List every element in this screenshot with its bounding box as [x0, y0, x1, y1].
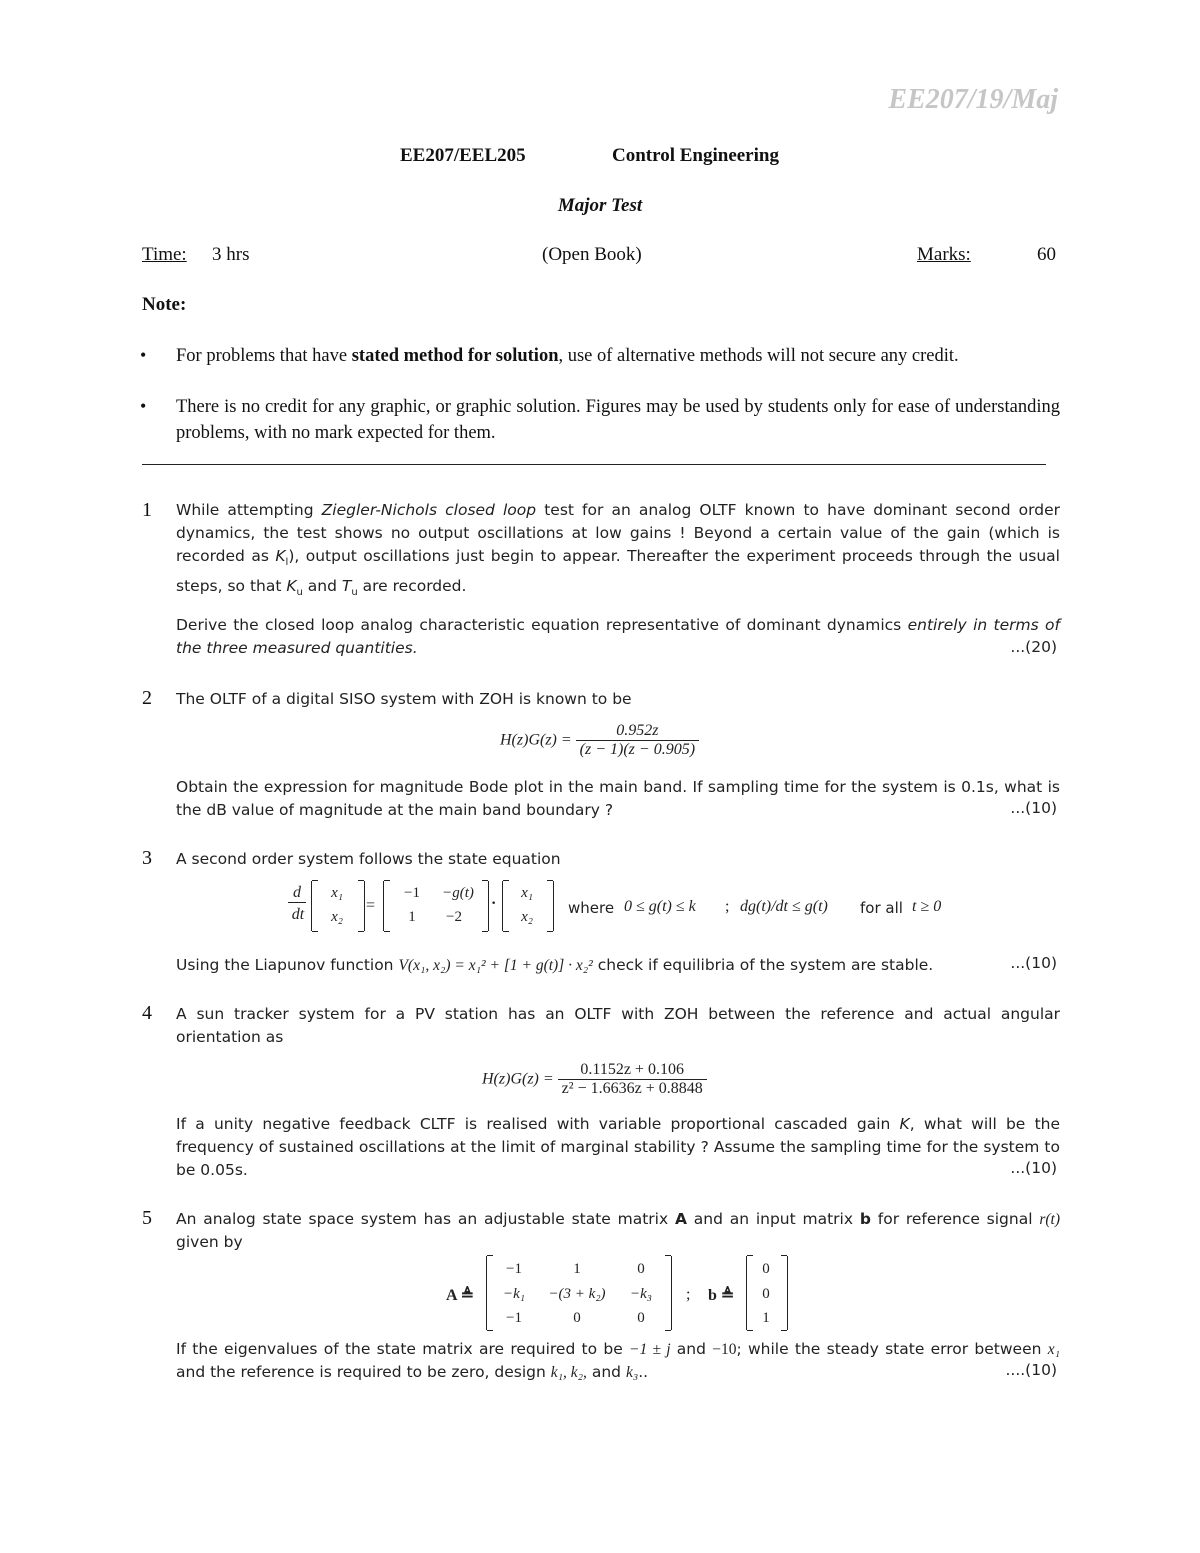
matrix-cell: −2	[446, 909, 462, 925]
question-3-number: 3	[142, 847, 152, 869]
matrix-cell: x₁	[521, 885, 533, 901]
question-2-formula: H(z)G(z) = $\frac{0.952z}{(z - 1)(z - 0.905)}$	[500, 722, 699, 759]
matrix-cell: 0	[762, 1261, 770, 1277]
for-all-label: for all	[860, 899, 903, 917]
matrix-cell: 0	[762, 1286, 770, 1302]
matrix-cell: 1	[408, 909, 416, 925]
matrix-cell: −k₁	[503, 1286, 525, 1302]
matrix-cell: x₂	[331, 909, 343, 925]
document-code-watermark: EE207/19/Maj	[888, 84, 1058, 115]
question-2-text: Obtain the expression for magnitude Bode plot in the main band. If sampling time for the system is 0.1s, what is the dB value of magnitude at the main band boundary ?	[176, 778, 1060, 820]
matrix-cell: 0	[637, 1310, 645, 1326]
question-5-number: 5	[142, 1207, 152, 1229]
marks-value: 60	[1037, 244, 1056, 265]
derivative-dt: dt	[291, 906, 305, 923]
equals-sign: =	[366, 897, 376, 914]
question-4-formula: H(z)G(z) = $\frac{0.1152z + 0.106}{\text{z² − 1.6636z + 0.8848}}$	[482, 1061, 707, 1098]
time-value: 3 hrs	[212, 244, 250, 265]
question-1-marks: ...(20)	[1010, 638, 1057, 656]
matrix-cell: x₁	[331, 885, 343, 901]
question-3-text: Using the Liapunov function V(x₁, x₂) = x₁² + [1 + g(t)] · x₂² check if equilibria of the system are stable.	[176, 956, 934, 974]
note-bullet-2: There is no credit for any graphic, or graphic solution. Figures may be used by students only for ease of understanding problems, with no mark expected for them.	[176, 397, 1060, 443]
matrix-cell: x₂	[521, 909, 533, 925]
question-2-number: 2	[142, 687, 152, 709]
matrix-a-label: A ≜	[446, 1287, 475, 1304]
derivative-d: d	[288, 884, 306, 903]
marks-label: Marks:	[917, 244, 971, 265]
condition-1: 0 ≤ g(t) ≤ k	[624, 898, 696, 915]
matrix-separator: ;	[686, 1286, 691, 1303]
question-1-number: 1	[142, 499, 152, 521]
note-heading: Note:	[142, 294, 187, 315]
question-1-text: While attempting Ziegler-Nichols closed loop test for an analog OLTF known to have dominant second order dynamics, the test shows no output oscillations at low gains ! Beyond a certain value of the gain (which is recorded as $K_l$), output oscillations just begin to appear. Thereafter the experiment proceeds through the usual steps, so that $K_u$ and $T_u$ are recorded.	[176, 501, 1060, 598]
matrix-cell: 0	[637, 1261, 645, 1277]
matrix-cell: −k₃	[630, 1286, 652, 1302]
matrix-cell: −1	[506, 1310, 522, 1326]
dot-operator: ·	[491, 895, 497, 912]
bullet-icon: •	[140, 345, 147, 365]
question-3-marks: ...(10)	[1010, 954, 1057, 972]
matrix-cell: 1	[573, 1261, 581, 1277]
question-2-intro: The OLTF of a digital SISO system with ZOH is known to be	[176, 690, 632, 708]
matrix-cell: 0	[573, 1310, 581, 1326]
note-bullet-1: For problems that have stated method for solution, use of alternative methods will not secure any credit.	[176, 346, 959, 366]
divider-line	[142, 464, 1046, 465]
question-5-intro: An analog state space system has an adjustable state matrix A and an input matrix b for reference signal r(t) given by	[176, 1210, 1060, 1252]
question-2-marks: ...(10)	[1010, 799, 1057, 817]
exam-mode: (Open Book)	[542, 244, 642, 265]
condition-separator: ;	[725, 898, 730, 915]
question-4-intro: A sun tracker system for a PV station has an OLTF with ZOH between the reference and actual angular orientation as	[176, 1005, 1060, 1047]
course-code: EE207/EEL205	[400, 145, 526, 166]
question-4-marks: ...(10)	[1010, 1159, 1057, 1177]
matrix-cell: −1	[506, 1261, 522, 1277]
bullet-icon: •	[140, 396, 147, 416]
matrix-b-label: b ≜	[708, 1287, 735, 1304]
matrix-cell: 1	[762, 1310, 770, 1326]
time-label: Time:	[142, 244, 187, 265]
question-1-task: Derive the closed loop analog characteristic equation representative of dominant dynamics entirely in terms of the three measured quantities.	[176, 616, 1060, 658]
exam-title: Major Test	[557, 195, 643, 216]
matrix-cell: −g(t)	[442, 885, 474, 901]
condition-3: t ≥ 0	[912, 898, 942, 915]
where-label: where	[568, 899, 615, 917]
course-title: Control Engineering	[612, 145, 779, 166]
question-3-intro: A second order system follows the state equation	[176, 850, 561, 868]
matrix-cell: −1	[404, 885, 420, 901]
question-5-text: If the eigenvalues of the state matrix are required to be −1 ± j and −10; while the steady state error between x₁ and the reference is required to be zero, design k₁, k₂, and k₃..	[176, 1340, 1061, 1382]
question-5-marks: ....(10)	[1005, 1361, 1057, 1379]
matrix-cell: −(3 + k₂)	[548, 1286, 606, 1302]
condition-2: dg(t)/dt ≤ g(t)	[740, 898, 828, 915]
question-4-number: 4	[142, 1002, 152, 1024]
question-4-text: If a unity negative feedback CLTF is realised with variable proportional cascaded gain K, what will be the frequency of sustained oscillations at the limit of marginal stability ? Assume the sampling time for the system to be 0.05s.	[176, 1115, 1061, 1180]
